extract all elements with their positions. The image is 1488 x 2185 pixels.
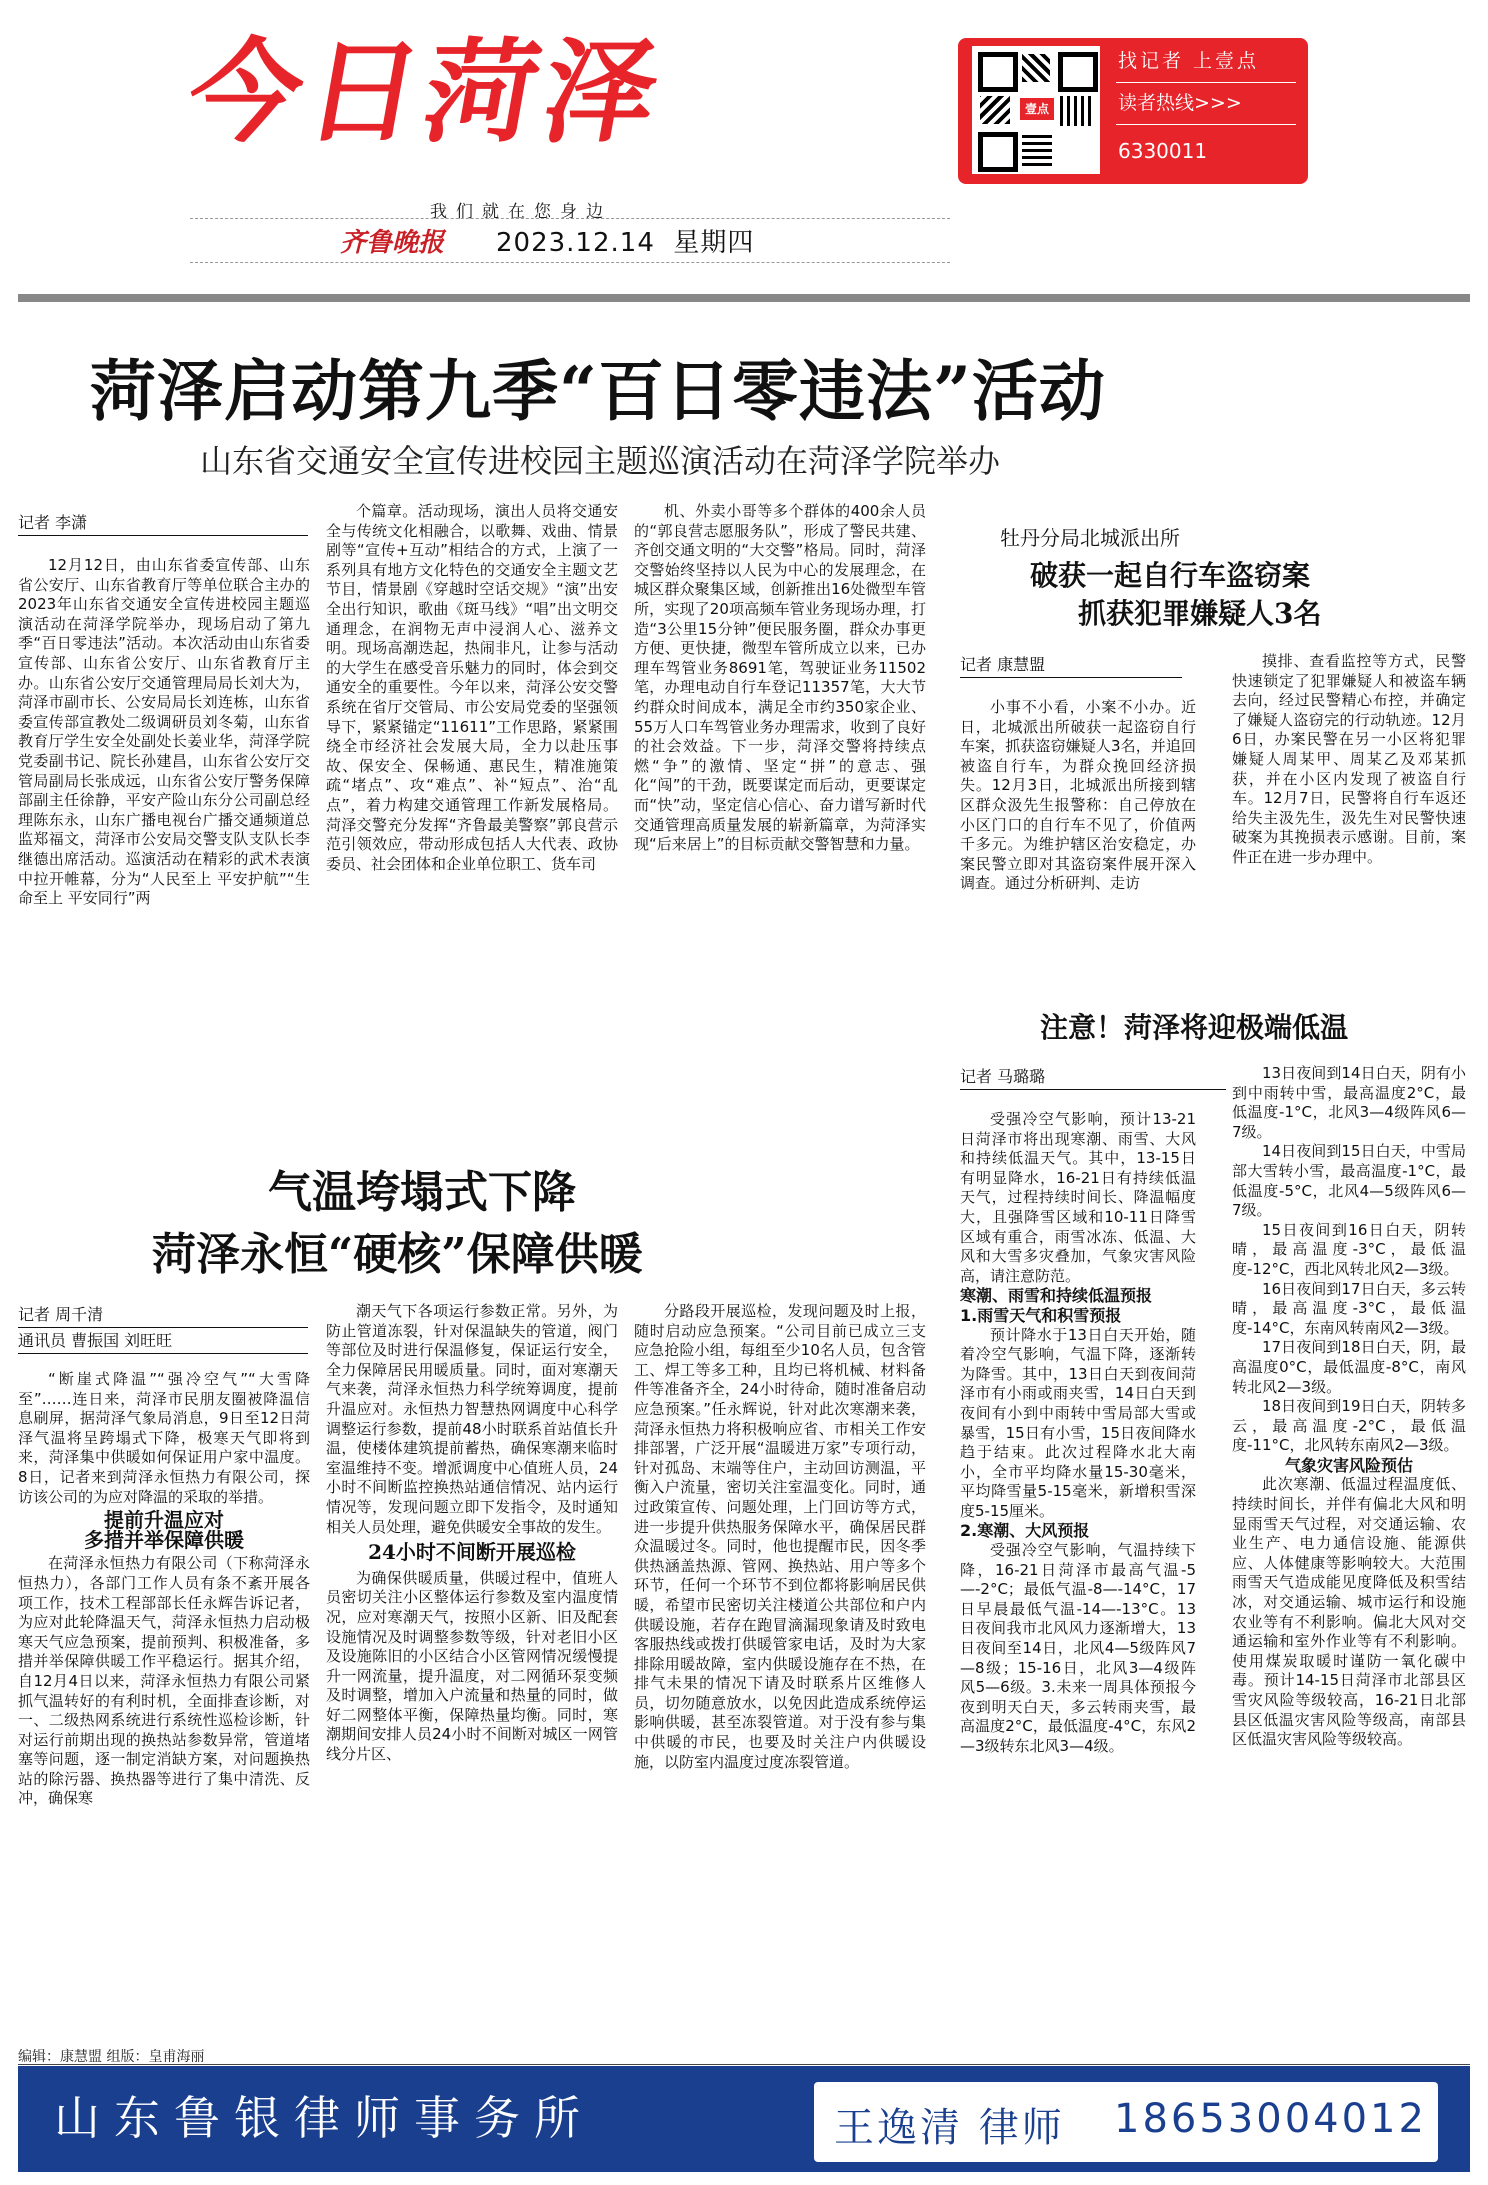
heating-byline-2: 通讯员 曹振国 刘旺旺 <box>18 1328 308 1354</box>
ad-firm-name: 山东鲁银律师事务所 <box>54 2091 594 2145</box>
masthead-rule <box>18 294 1470 302</box>
cold-subhead-3: 2.寒潮、大风预报 <box>960 1521 1090 1541</box>
contact-line-2: 读者热线>>> <box>1118 92 1242 114</box>
heating-column-2 <box>326 1302 618 2038</box>
heating-subhead-2: 24小时不间断开展巡检 <box>368 1540 576 1565</box>
heating-subhead-1b: 多措并举保障供暖 <box>84 1527 244 1552</box>
divider <box>190 262 950 263</box>
qr-logo: 壹点 <box>1020 98 1054 120</box>
contact-divider-2 <box>1116 124 1296 125</box>
date-value: 2023.12.14 <box>496 228 655 258</box>
cold-text-1: 受强冷空气影响，预计13-21日菏泽市将出现寒潮、雨雪、大风和持续低温天气。其中，13-15日有明显降水，16-21日有持续低温天气，过程持续时间长、降温幅度大，且强降雪区域和10-11日降雪区域有重合，雨雪冰冻、低温、大风和大雪多灾叠加，气象灾害风险高，请注意防范。 <box>960 1110 1196 1285</box>
heating-subhead-1a: 提前升温应对 <box>104 1508 224 1533</box>
editor-credits: 编辑：康慧盟 组版：皇甫海丽 <box>18 2049 205 2065</box>
cold-text-2: 预计降水于13日白天开始，随着冷空气影响，气温下降，逐渐转为降雪。其中，13日白天到夜间菏泽市有小雨或雨夹雪，14日白天到夜间有小到中雨转中雪局部大雪或暴雪，15日有小雪，15日夜间降水趋于结束。此次过程降水北大南小，全市平均降水量15-30毫米，平均降雪量5-15毫米，新增积雪深度5-15厘米。 <box>960 1325 1196 1520</box>
divider <box>18 2064 1470 2065</box>
lead-subheadline: 山东省交通安全宣传进校园主题巡演活动在菏泽学院举办 <box>200 442 1001 480</box>
lead-column-2 <box>326 502 618 1150</box>
lead-text-2: 个篇章。活动现场，演出人员将交通安全与传统文化相融合，以歌舞、戏曲、情景剧等“宣传+互动”相结合的方式，上演了一系列具有地方文化特色的交通安全主题文艺节目，情景剧《穿越时空话交规》“演”出安全出行知识，歌曲《斑马线》“唱”出文明交通理念，在润物无声中浸润人心、滋养文明。现场高潮迭起，热闹非凡，让参与活动的大学生在感受音乐魅力的同时，体会到交通安全的重要性。今年以来，菏泽公安交警系统在省厅交管局、市公安局党委的坚强领导下，紧紧锚定“11611”工作思路，紧紧围绕全市经济社会发展大局，全力以赴压事故、保安全、保畅通、惠民生，精准施策疏“堵点”、攻“难点”、补“短点”、治“乱点”，着力构建交通管理工作新发展格局。菏泽交警充分发挥“齐鲁最美警察”郭良营示范引领效应，带动形成包括人大代表、政协委员、社会团体和企业单位职工、货车司 <box>326 502 618 873</box>
cold-headline: 注意！菏泽将迎极端低温 <box>1040 1011 1349 1044</box>
lead-byline: 记者 李潇 <box>18 510 308 536</box>
brand-logo: 齐鲁晚报 <box>340 228 445 258</box>
cold-text-8: 17日夜间到18日白天，阴，最高温度0°C，最低温度-8°C，南风转北风2—3级。 <box>1232 1338 1466 1396</box>
qr-code[interactable] <box>972 46 1100 174</box>
theft-text-1: 小事不小看，小案不小办。近日，北城派出所破获一起盗窃自行车案，抓获盗窃嫌疑人3名，并追回被盗自行车，为群众挽回经济损失。12月3日，北城派出所接到辖区群众汲先生报警称：自己停放在小区门口的自行车不见了，价值两千多元。为维护辖区治安稳定，办案民警立即对其盗窃案件展开深入调查。通过分析研判、走访 <box>960 698 1196 893</box>
cold-text-3: 受强冷空气影响，气温持续下降，16-21日菏泽市最高气温-5—-2°C；最低气温-8—-14°C，17日早晨最低气温-14—-13°C。13日夜间我市北风风力逐渐增大，13日夜间至14日，北风4—5级阵风7—8级；15-16日，北风3—4级阵风5—6级。3.未来一周具体预报今夜到明天白天，多云转雨夹雪，最高温度2°C，最低温度-4°C，东风2—3级转东北风3—4级。 <box>960 1541 1196 1755</box>
cold-text-7: 16日夜间到17日白天，多云转晴，最高温度-3°C，最低温度-14°C，东南风转南风2—3级。 <box>1232 1279 1466 1337</box>
theft-column-1 <box>960 698 1196 1014</box>
cold-subhead-2: 1.雨雪天气和积雪预报 <box>960 1305 1122 1325</box>
theft-column-2 <box>1232 652 1466 1014</box>
heating-headline-2: 菏泽永恒“硬核”保障供暖 <box>152 1229 643 1280</box>
ad-phone[interactable]: 18653004012 <box>1114 2096 1427 2142</box>
hotline-number: 6330011 <box>1118 139 1208 163</box>
lead-headline: 菏泽启动第九季“百日零违法”活动 <box>90 352 1106 430</box>
cold-subhead-1: 寒潮、雨雪和持续低温预报 <box>960 1286 1153 1306</box>
theft-kicker: 牡丹分局北城派出所 <box>1000 526 1180 550</box>
cold-text-9: 18日夜间到19日白天，阴转多云，最高温度-2°C，最低温度-11°C，北风转东南风2—3级。 <box>1232 1397 1466 1455</box>
lead-text-1: 12月12日，由山东省委宣传部、山东省公安厅、山东省教育厅等单位联合主办的2023年山东省交通安全宣传进校园主题巡演活动在菏泽学院举办，现场启动了第九季“百日零违法”活动。本次活动由山东省委宣传部、山东省公安厅、山东省教育厅主办。山东省公安厅交通管理局局长刘大为，菏泽市副市长、公安局局长刘连栋，山东省委宣传部宣教处二级调研员刘冬菊，山东省教育厅学生安全处副处长姜业华，菏泽学院党委副书记、院长孙建昌，山东省公安厅交管局副局长张成远，山东省公安厅警务保障部副主任徐静，平安产险山东分公司副总经理陈东永，山东广播电视台广播交通频道总监郑福文，菏泽市公安局交警支队支队长李继德出席活动。巡演活动在精彩的武术表演中拉开帷幕，分为“人民至上 平安护航”“生命至上 平安同行”两 <box>18 556 310 908</box>
issue-date <box>496 222 754 259</box>
masthead-title: 今日菏泽 <box>178 28 674 158</box>
theft-headline-1: 破获一起自行车盗窃案 <box>1030 559 1311 592</box>
ad-lawyer-name: 王逸清 律师 <box>834 2105 1065 2151</box>
lead-column-3 <box>634 502 926 1150</box>
contact-line-1: 找记者 上壹点 <box>1118 50 1260 72</box>
heating-text-1: “断崖式降温”“强冷空气”“大雪降至”……连日来，菏泽市民朋友圈被降温信息刷屏，据菏泽气象局消息，9日至12日菏泽气温将呈跨塌式下降，极寒天气即将到来，菏泽集中供暖如何保证用户家中温度。8日，记者来到菏泽永恒热力有限公司，探访该公司的为应对降温的采取的举措。 <box>18 1370 310 1506</box>
cold-byline: 记者 马璐璐 <box>960 1064 1226 1090</box>
heating-text-3: 潮天气下各项运行参数正常。另外，为防止管道冻裂，针对保温缺失的管道，阀门等部位及时进行保温修复，保证运行安全，全力保障居民用暖质量。同时，面对寒潮天气来袭，菏泽永恒热力科学统筹调度，提前升温应对。永恒热力智慧热网调度中心科学调整运行参数，提前48小时联系首站值长升温，使楼体建筑提前蓄热，确保寒潮来临时室温维持不变。增派调度中心值班人员，24小时不间断监控换热站通信情况、站内运行情况等，发现问题立即下发指令，及时通知相关人员处理，避免供暖安全事故的发生。 <box>326 1302 618 1536</box>
cold-text-10: 此次寒潮、低温过程温度低、持续时间长，并伴有偏北大风和明显雨雪天气过程，对交通运输、农业生产、电力通信设施、能源供应、人体健康等影响较大。大范围雨雪天气造成能见度降低及积雪结冰，对交通运输、城市运行和设施农业等有不利影响。偏北大风对交通运输和室外作业等有不利影响。使用煤炭取暖时谨防一氧化碳中毒。预计14-15日菏泽市北部县区雪灾风险等级较高，16-21日北部县区低温灾害风险等级高，南部县区低温灾害风险等级较高。 <box>1232 1475 1466 1749</box>
cold-text-5: 14日夜间到15日白天，中雪局部大雪转小雪，最高温度-1°C，最低温度-5°C，北风4—5级阵风6—7级。 <box>1232 1142 1466 1220</box>
cold-subhead-4: 气象灾害风险预估 <box>1284 1455 1413 1475</box>
contact-divider-1 <box>1116 82 1296 83</box>
heating-column-1 <box>18 1370 310 2038</box>
heating-text-4: 为确保供暖质量，供暖过程中，值班人员密切关注小区整体运行参数及室内温度情况，应对寒潮天气，按照小区新、旧及配套设施情况及时调整参数等级，针对老旧小区及设施陈旧的小区结合小区管网情况缓慢提升一网流量，提升温度，对二网循环泵变频及时调整，增加入户流量和热量的同时，做好二网整体平衡，保障热量均衡。同时，寒潮期间安排人员24小时不间断对城区一网管线分片区、 <box>326 1568 618 1764</box>
heating-headline-1: 气温垮塌式下降 <box>268 1167 576 1218</box>
slogan: 我们就在您身边 <box>430 202 612 222</box>
divider <box>190 218 950 219</box>
theft-headline-2: 抓获犯罪嫌疑人3名 <box>1078 597 1322 630</box>
lead-text-3: 机、外卖小哥等多个群体的400余人员的“郭良营志愿服务队”，形成了警民共建、齐创交通文明的“大交警”格局。同时，菏泽交警始终坚持以人民为中心的发展理念，在城区群众聚集区域，创新推出16处微型车管所，实现了20项高频车管业务现场办理，打造“3公里15分钟”便民服务圈，群众办事更方便、更快捷，微型车管所成立以来，已办理车驾管业务8691笔，驾驶证业务11502笔，办理电动自行车登记11357笔，大大节约群众时间成本，满足全市约350家企业、55万人口车驾管业务办理需求，收到了良好的社会效益。下一步，菏泽交警将持续点燃“争”的激情、坚定“拼”的意志、强化“闯”的干劲，既要谋定而后动，更要谋定而“快”动，坚定信心信心、奋力谱写新时代交通管理高质量发展的崭新篇章，为菏泽实现“后来居上”的目标贡献交警智慧和力量。 <box>634 502 926 854</box>
weekday: 星期四 <box>673 228 755 258</box>
theft-text-2: 摸排、查看监控等方式，民警快速锁定了犯罪嫌疑人和被盗车辆去向，经过民警精心布控，并确定了嫌疑人盗窃完的行动轨迹。12月6日，办案民警在另一小区将犯罪嫌疑人周某甲、周某乙及邓某抓获，并在小区内发现了被盗自行车。12月7日，民警将自行车返还给失主汲先生，汲先生对民警快速破案为其挽损表示感谢。目前，案件正在进一步办理中。 <box>1232 652 1466 866</box>
heating-column-3 <box>634 1302 926 2038</box>
heating-text-2: 在菏泽永恒热力有限公司（下称菏泽永恒热力），各部门工作人员有条不紊开展各项工作，技术工程部部长任永辉告诉记者，为应对此轮降温天气，菏泽永恒热力启动极寒天气应急预案，提前预判、积极准备，多措并举保障供暖工作平稳运行。据其介绍，自12月4日以来，菏泽永恒热力有限公司紧抓气温转好的有利时机，全面排查诊断，对一、二级热网系统进行系统性巡检诊断，针对运行前期出现的换热站参数异常，管道堵塞等问题，逐一制定消缺方案，对问题换热站的除污器、换热器等进行了集中清洗、反冲，确保寒 <box>18 1554 310 1808</box>
lead-column-1 <box>18 556 310 1150</box>
theft-byline: 记者 康慧盟 <box>960 652 1182 678</box>
heating-text-5: 分路段开展巡检，发现问题及时上报，随时启动应急预案。“公司目前已成立三支应急抢险小组，每组至少10名人员，包含管工、焊工等多工种，且均已将机械、材料备件等准备齐全，24小时待命，随时准备启动应急预案。”任永辉说，针对此次寒潮来袭，菏泽永恒热力将积极响应省、市相关工作安排部署，广泛开展“温暖进万家”专项行动，针对孤岛、末端等住户，主动回访测温，平衡入户流量，密切关注室温变化。同时，通过政策宣传、问题处理，上门回访等方式，进一步提升供热服务保障水平，确保居民群众温暖过冬。同时，他也提醒市民，因冬季供热涵盖热源、管网、换热站、用户等多个环节，任何一个环节不到位都将影响居民供暖，希望市民密切关注楼道公共部位和户内供暖设施，若存在跑冒滴漏现象请及时致电客服热线或拨打供暖管家电话，及时为大家排除用暖故障，室内供暖设施存在不热，在排气未果的情况下请及时联系片区维修人员，切勿随意放水，以免因此造成系统停运影响供暖，甚至冻裂管道。对于没有参与集中供暖的市民，也要及时关注户内供暖设施，以防室内温度过度冻裂管道。 <box>634 1302 926 1771</box>
heating-byline-1: 记者 周千清 <box>18 1302 308 1328</box>
cold-text-6: 15日夜间到16日白天，阴转晴，最高温度-3°C，最低温度-12°C，西北风转北风2—3级。 <box>1232 1220 1466 1278</box>
ad-contact-box <box>814 2082 1438 2162</box>
cold-column-1 <box>960 1110 1196 2038</box>
cold-text-4: 13日夜间到14日白天，阴有小到中雨转中雪，最高温度2°C，最低温度-1°C，北风3—4级阵风6—7级。 <box>1232 1064 1466 1141</box>
cold-column-2 <box>1232 1064 1466 2038</box>
